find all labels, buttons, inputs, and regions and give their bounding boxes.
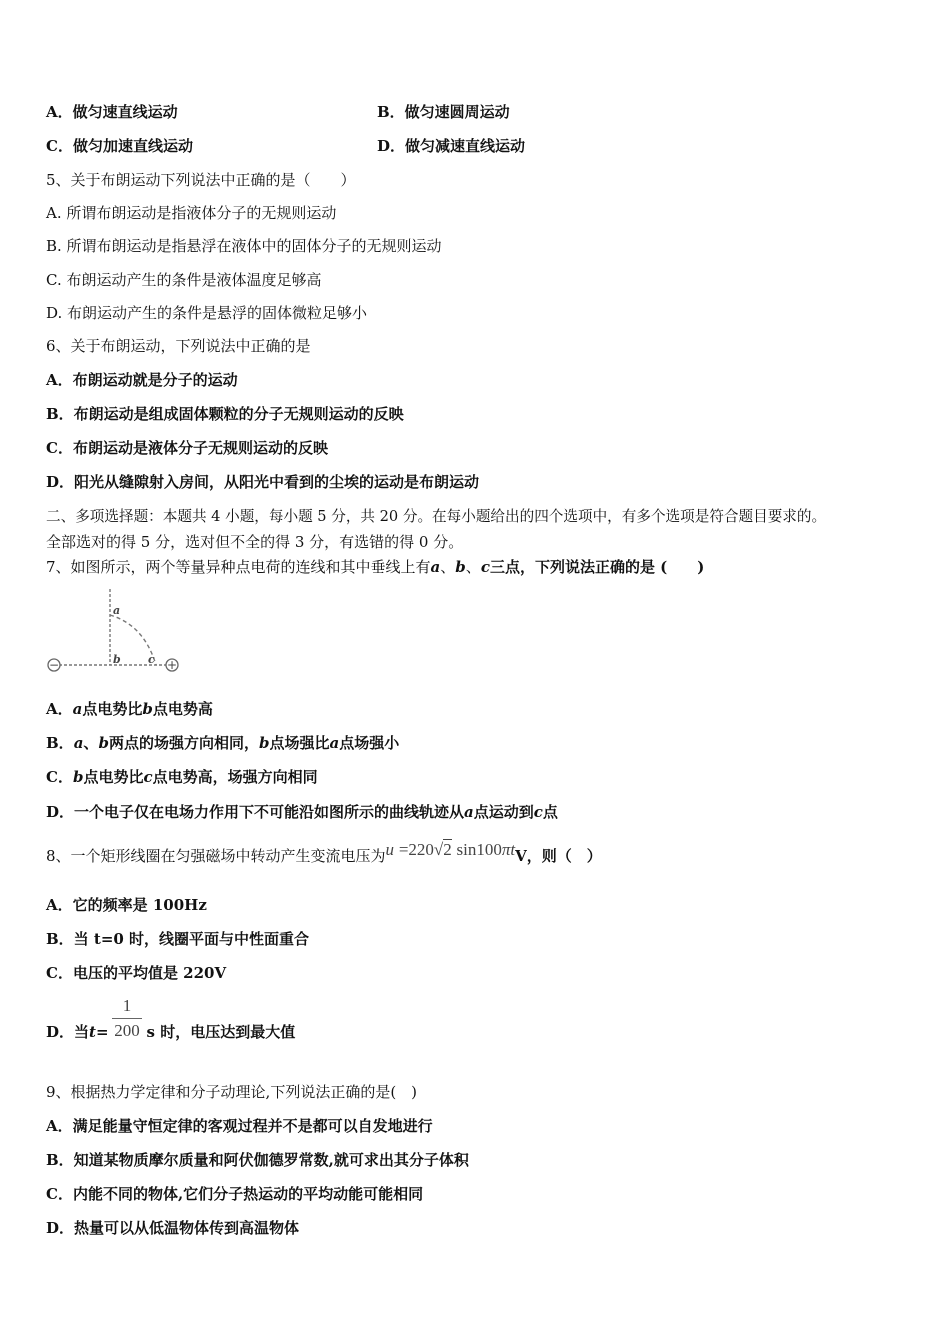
section2-line1: 二、多项选择题：本题共 4 小题，每小题 5 分，共 20 分。在每小题给出的四个选项中，有多个选项是符合题目要求的。 [46, 508, 827, 525]
q9-stem: 9、根据热力学定律和分子动理论,下列说法正确的是( ) [46, 1083, 418, 1101]
q7-option-a: A．a点电势比b点电势高 [46, 700, 213, 718]
q9-option-c: C．内能不同的物体,它们分子热运动的平均动能可能相同 [46, 1185, 424, 1203]
section2-line2: 全部选对的得 5 分，选对但不全的得 3 分，有选错的得 0 分。 [46, 533, 464, 551]
q7-option-d: D．一个电子仅在电场力作用下不可能沿如图所示的曲线轨迹从a点运动到c点 [46, 803, 558, 821]
q6-option-b: B．布朗运动是组成固体颗粒的分子无规则运动的反映 [46, 405, 404, 423]
q8-option-a: A．它的频率是 100Hz [46, 896, 207, 914]
q5-option-c: C. 布朗运动产生的条件是液体温度足够高 [46, 271, 322, 289]
q9-option-a: A．满足能量守恒定律的客观过程并不是都可以自发地进行 [46, 1117, 433, 1135]
q4-option-a: A．做匀速直线运动 [46, 103, 178, 121]
q7-stem: 7、如图所示，两个等量异种点电荷的连线和其中垂线上有a、b、c三点，下列说法正确的是 ( ) [46, 558, 705, 576]
q6-option-c: C．布朗运动是液体分子无规则运动的反映 [46, 439, 328, 457]
q9-option-b: B．知道某物质摩尔质量和阿伏伽德罗常数,就可求出其分子体积 [46, 1151, 469, 1169]
q5-stem: 5、关于布朗运动下列说法中正确的是（ ） [46, 171, 356, 189]
q4-option-c: C．做匀加速直线运动 [46, 137, 193, 155]
q5-option-a: A. 所谓布朗运动是指液体分子的无规则运动 [46, 204, 337, 222]
q8-stem: 8、一个矩形线圈在匀强磁场中转动产生变流电压为u =220√2 sin100πtV，则（ ） [46, 840, 602, 865]
q6-option-a: A．布朗运动就是分子的运动 [46, 371, 238, 389]
q8-formula: u =220√2 sin100πt [385, 840, 516, 859]
q6-stem: 6、关于布朗运动，下列说法中正确的是 [46, 337, 311, 355]
positive-sign: + [166, 658, 178, 672]
q7-option-c: C．b点电势比c点电势高，场强方向相同 [46, 768, 318, 786]
q8-option-c: C．电压的平均值是 220V [46, 964, 227, 982]
q6-option-d: D．阳光从缝隙射入房间，从阳光中看到的尘埃的运动是布朗运动 [46, 473, 480, 491]
q9-option-d: D．热量可以从低温物体传到高温物体 [46, 1219, 300, 1237]
q5-option-b: B. 所谓布朗运动是指悬浮在液体中的固体分子的无规则运动 [46, 237, 442, 255]
q4-option-b: B．做匀速圆周运动 [377, 103, 510, 121]
fraction-denominator: 200 [114, 1021, 140, 1040]
point-a-label: a [113, 604, 121, 617]
negative-sign: − [48, 658, 60, 672]
point-c-label: c [148, 653, 155, 666]
q4-option-d: D．做匀减速直线运动 [377, 137, 526, 155]
fraction-numerator: 1 [122, 996, 132, 1015]
q7-option-b: B．a、b两点的场强方向相同，b点场强比a点场强小 [46, 734, 400, 752]
q7-figure [44, 585, 186, 675]
q8-option-d: D．当t= s 时，电压达到最大值 [46, 1023, 296, 1041]
q8-fraction [110, 995, 144, 1042]
q8-option-b: B．当 t=0 时，线圈平面与中性面重合 [46, 930, 310, 948]
q5-option-d: D. 布朗运动产生的条件是悬浮的固体微粒足够小 [46, 304, 368, 322]
point-b-label: b [113, 653, 121, 666]
